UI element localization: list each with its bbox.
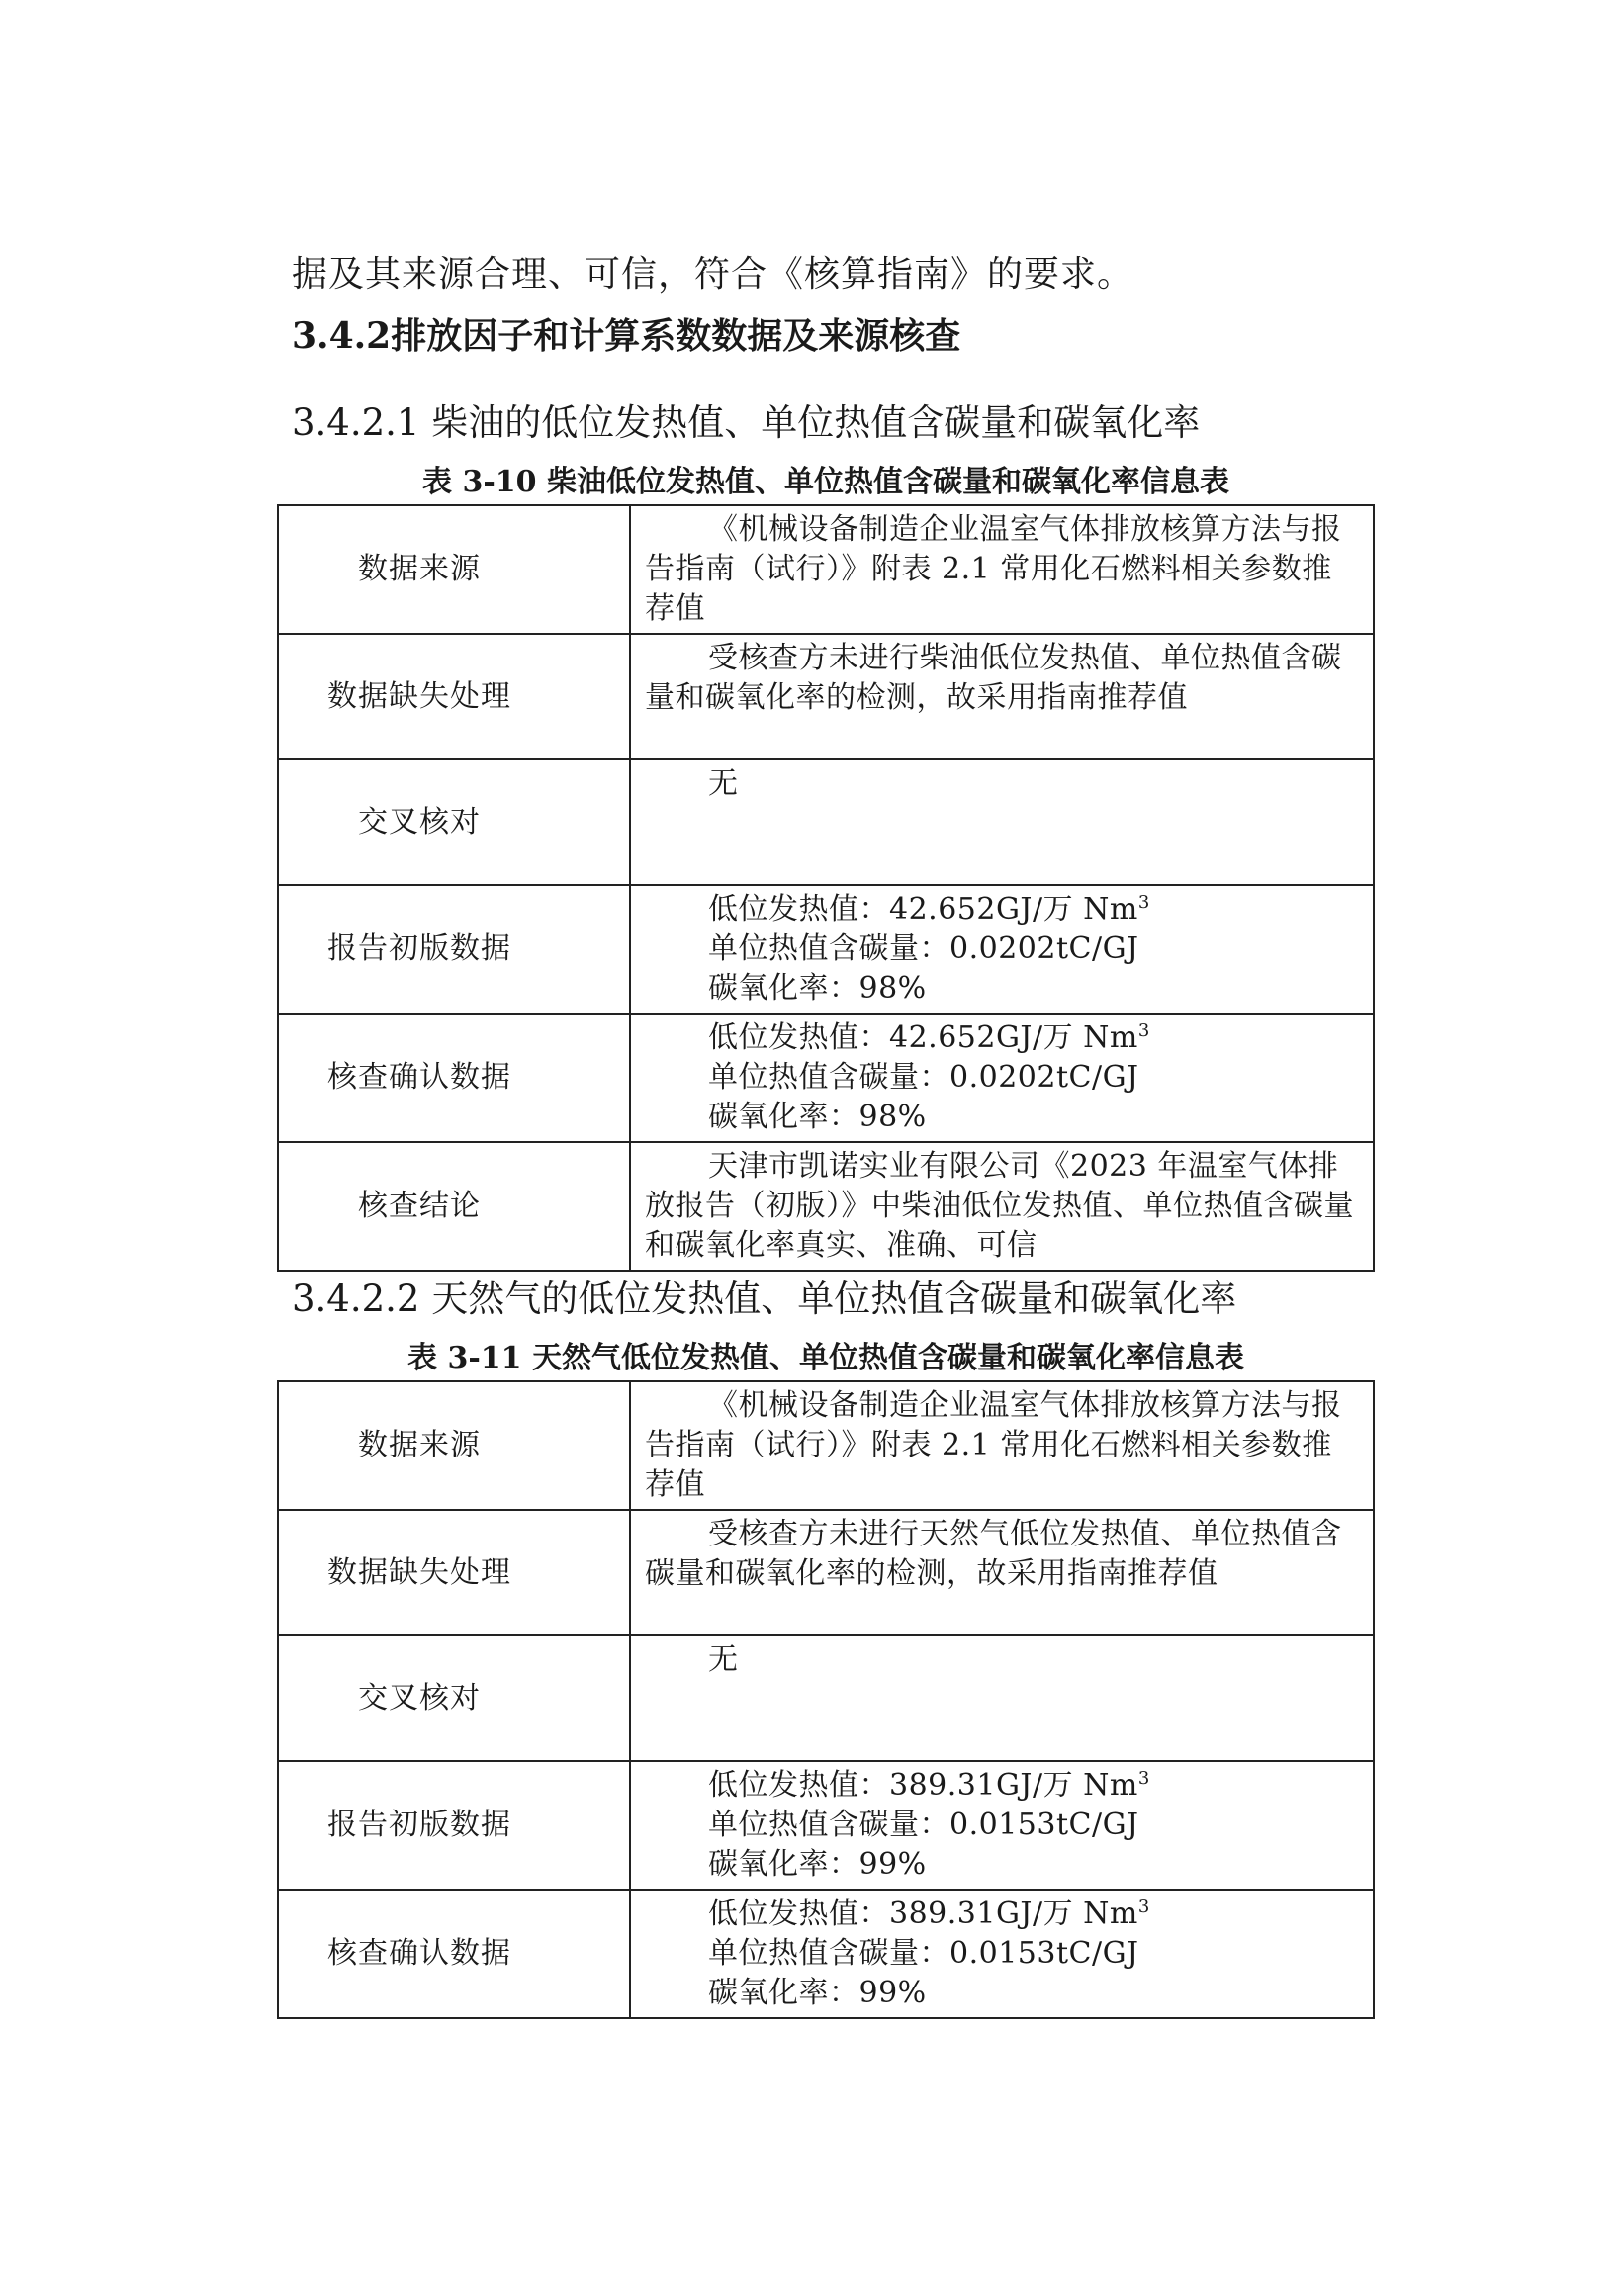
row-value-cell bbox=[630, 1890, 1374, 2018]
value-line: 碳氧化率：98% bbox=[708, 1100, 927, 1134]
row-label-cell bbox=[278, 1761, 630, 1890]
row-label-cell bbox=[278, 1381, 630, 1510]
row-value-lines bbox=[645, 890, 1359, 1009]
row-value: 《机械设备制造企业温室气体排放核算方法与报告指南（试行）》附表 2.1 常用化石燃料相关参数推荐值 bbox=[645, 1388, 1342, 1502]
row-value-cell bbox=[630, 1142, 1374, 1271]
table-row bbox=[278, 1142, 1374, 1271]
table-row bbox=[278, 1014, 1374, 1142]
table-row bbox=[278, 1381, 1374, 1510]
row-value-lines bbox=[645, 1766, 1359, 1885]
value-line: 低位发热值：389.31GJ/万 Nm$^3$ bbox=[708, 1768, 1150, 1803]
row-value: 受核查方未进行天然气低位发热值、单位热值含碳量和碳氧化率的检测，故采用指南推荐值 bbox=[645, 1517, 1342, 1591]
row-label: 核查结论 bbox=[358, 1189, 481, 1223]
table-row bbox=[278, 1890, 1374, 2018]
row-label: 核查确认数据 bbox=[327, 1060, 511, 1095]
row-label: 数据来源 bbox=[358, 552, 481, 586]
row-value-cell bbox=[630, 1635, 1374, 1761]
row-label-cell bbox=[278, 1142, 630, 1271]
row-value: 受核查方未进行柴油低位发热值、单位热值含碳量和碳氧化率的检测，故采用指南推荐值 bbox=[645, 641, 1342, 715]
row-label-cell bbox=[278, 759, 630, 885]
table-row bbox=[278, 759, 1374, 885]
row-label-cell bbox=[278, 1635, 630, 1761]
table-3-11 bbox=[277, 1380, 1375, 2019]
row-label-cell bbox=[278, 885, 630, 1014]
row-label-cell bbox=[278, 1510, 630, 1635]
table-caption-3-11: 表 3-11 天然气低位发热值、单位热值含碳量和碳氧化率信息表 bbox=[407, 1341, 1244, 1375]
table-row bbox=[278, 1635, 1374, 1761]
row-value-cell bbox=[630, 759, 1374, 885]
row-value-cell bbox=[630, 1014, 1374, 1142]
value-line: 低位发热值：42.652GJ/万 Nm$^3$ bbox=[708, 892, 1150, 927]
value-line: 单位热值含碳量：0.0153tC/GJ bbox=[708, 1936, 1139, 1971]
value-line: 单位热值含碳量：0.0202tC/GJ bbox=[708, 1060, 1139, 1095]
row-label: 数据来源 bbox=[358, 1428, 481, 1462]
table-caption-3-10: 表 3-10 柴油低位发热值、单位热值含碳量和碳氧化率信息表 bbox=[422, 465, 1229, 499]
value-line: 单位热值含碳量：0.0153tC/GJ bbox=[708, 1808, 1139, 1842]
row-value: 天津市凯诺实业有限公司《2023 年温室气体排放报告（初版）》中柴油低位发热值、单位热值含碳量和碳氧化率真实、准确、可信 bbox=[645, 1149, 1354, 1263]
row-value: 无 bbox=[708, 766, 739, 801]
row-label-cell bbox=[278, 1014, 630, 1142]
value-line: 单位热值含碳量：0.0202tC/GJ bbox=[708, 931, 1139, 966]
row-label: 交叉核对 bbox=[358, 1680, 481, 1716]
row-value-cell bbox=[630, 634, 1374, 759]
section-heading: 3.4.2排放因子和计算系数数据及来源核查 bbox=[292, 315, 961, 357]
row-value-lines bbox=[645, 1895, 1359, 2013]
row-label: 数据缺失处理 bbox=[327, 678, 511, 714]
row-label-cell bbox=[278, 1890, 630, 2018]
value-line: 低位发热值：42.652GJ/万 Nm$^3$ bbox=[708, 1020, 1150, 1055]
row-value-cell bbox=[630, 885, 1374, 1014]
table-row bbox=[278, 1761, 1374, 1890]
value-line: 碳氧化率：99% bbox=[708, 1976, 927, 2010]
row-value-cell bbox=[630, 505, 1374, 634]
value-line: 碳氧化率：99% bbox=[708, 1847, 927, 1882]
row-value: 《机械设备制造企业温室气体排放核算方法与报告指南（试行）》附表 2.1 常用化石燃料相关参数推荐值 bbox=[645, 512, 1342, 626]
row-value-cell bbox=[630, 1510, 1374, 1635]
row-label: 报告初版数据 bbox=[327, 1808, 511, 1842]
subsection-heading-diesel: 3.4.2.1 柴油的低位发热值、单位热值含碳量和碳氧化率 bbox=[292, 401, 1201, 444]
row-label: 核查确认数据 bbox=[327, 1936, 511, 1971]
row-label: 交叉核对 bbox=[358, 804, 481, 839]
row-label-cell bbox=[278, 634, 630, 759]
table-row bbox=[278, 505, 1374, 634]
table-row bbox=[278, 1510, 1374, 1635]
row-value-lines bbox=[645, 1018, 1359, 1137]
table-row bbox=[278, 634, 1374, 759]
value-line: 碳氧化率：98% bbox=[708, 971, 927, 1006]
row-label: 数据缺失处理 bbox=[327, 1554, 511, 1590]
row-label-cell bbox=[278, 505, 630, 634]
value-line: 低位发热值：389.31GJ/万 Nm$^3$ bbox=[708, 1897, 1150, 1931]
row-value: 无 bbox=[708, 1642, 739, 1677]
row-value-cell bbox=[630, 1381, 1374, 1510]
row-label: 报告初版数据 bbox=[327, 931, 511, 966]
table-3-10 bbox=[277, 504, 1375, 1272]
intro-paragraph: 据及其来源合理、可信，符合《核算指南》的要求。 bbox=[292, 254, 1134, 295]
subsection-heading-natural-gas: 3.4.2.2 天然气的低位发热值、单位热值含碳量和碳氧化率 bbox=[292, 1278, 1237, 1320]
table-row bbox=[278, 885, 1374, 1014]
row-value-cell bbox=[630, 1761, 1374, 1890]
